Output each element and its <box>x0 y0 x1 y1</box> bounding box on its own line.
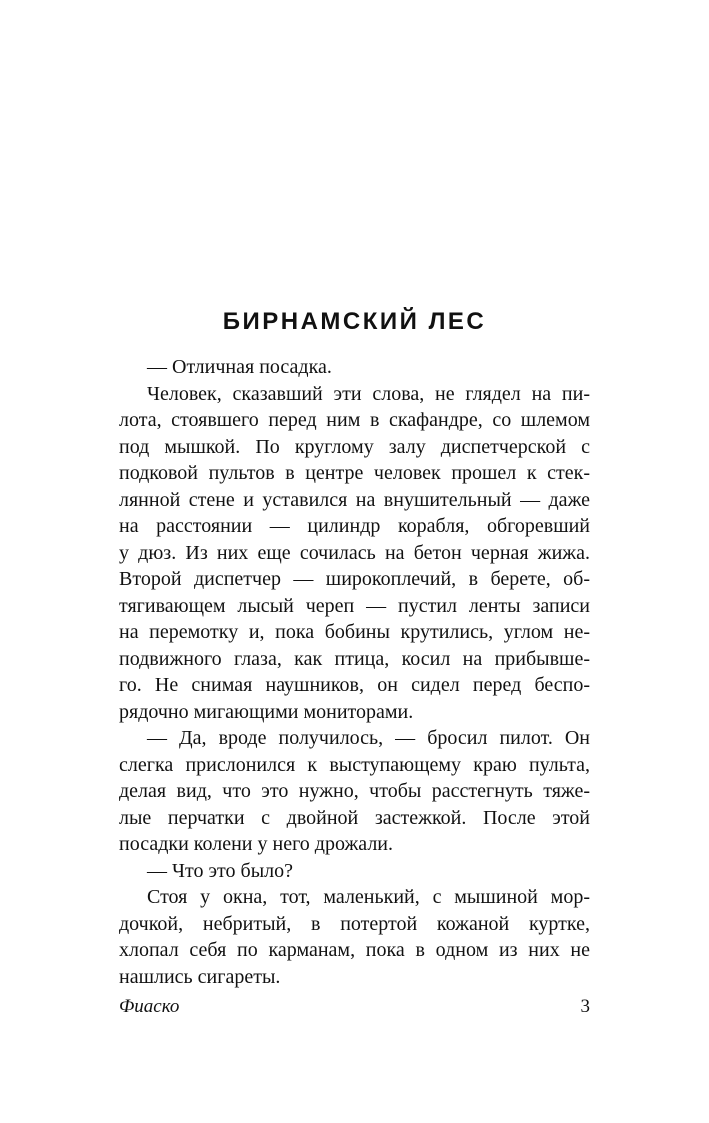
text-line: лянной стене и уставился на внушительный — даже <box>119 488 590 511</box>
text-line: на перемотку и, пока бобины крутились, углом не- <box>119 621 590 643</box>
text-line: нашлись сигареты. <box>119 965 281 988</box>
chapter-body <box>119 354 590 990</box>
text-line: — Что это было? <box>147 859 294 882</box>
text-line: Второй диспетчер — широкоплечий, в берете, об- <box>119 568 590 590</box>
text-line: Стоя у окна, тот, маленький, с мышиной мор- <box>147 886 590 908</box>
text-line: на расстоянии — цилиндр корабля, обгоревший <box>119 515 590 537</box>
running-footer-title: Фиаско <box>119 996 180 1017</box>
text-line: тягивающем лысый череп — пустил ленты записи <box>119 594 590 617</box>
text-line: Человек, сказавший эти слова, не глядел на пи- <box>147 382 590 405</box>
text-line: лота, стоявшего перед ним в скафандре, со шлемом <box>119 409 590 431</box>
text-line: под мышкой. По круглому залу диспетчерской с <box>119 435 590 458</box>
text-line: подвижного глаза, как птица, косил на прибывше- <box>119 647 590 670</box>
text-line: делая вид, что это нужно, чтобы расстегнуть тяже- <box>119 780 590 802</box>
text-line: слегка прислонился к выступающему краю пульта, <box>119 753 590 776</box>
text-line: го. Не снимая наушников, он сидел перед беспо- <box>119 674 590 696</box>
text-line: у дюз. Из них еще сочилась на бетон черная жижа. <box>119 541 590 564</box>
text-line: лые перчатки с двойной застежкой. После этой <box>119 806 590 829</box>
text-line: — Да, вроде получилось, — бросил пилот. Он <box>147 727 590 749</box>
page-number: 3 <box>580 996 590 1017</box>
text-line: рядочно мигающими мониторами. <box>119 700 414 723</box>
text-line: посадки колени у него дрожали. <box>119 833 394 855</box>
chapter-title: БИРНАМСКИЙ ЛЕС <box>222 308 487 335</box>
text-line: — Отличная посадка. <box>147 356 332 378</box>
text-line: подковой пультов в центре человек прошел к стек- <box>119 462 590 484</box>
text-line: хлопал себя по карманам, пока в одном из них не <box>119 939 590 961</box>
text-line: дочкой, небритый, в потертой кожаной куртке, <box>119 912 590 935</box>
